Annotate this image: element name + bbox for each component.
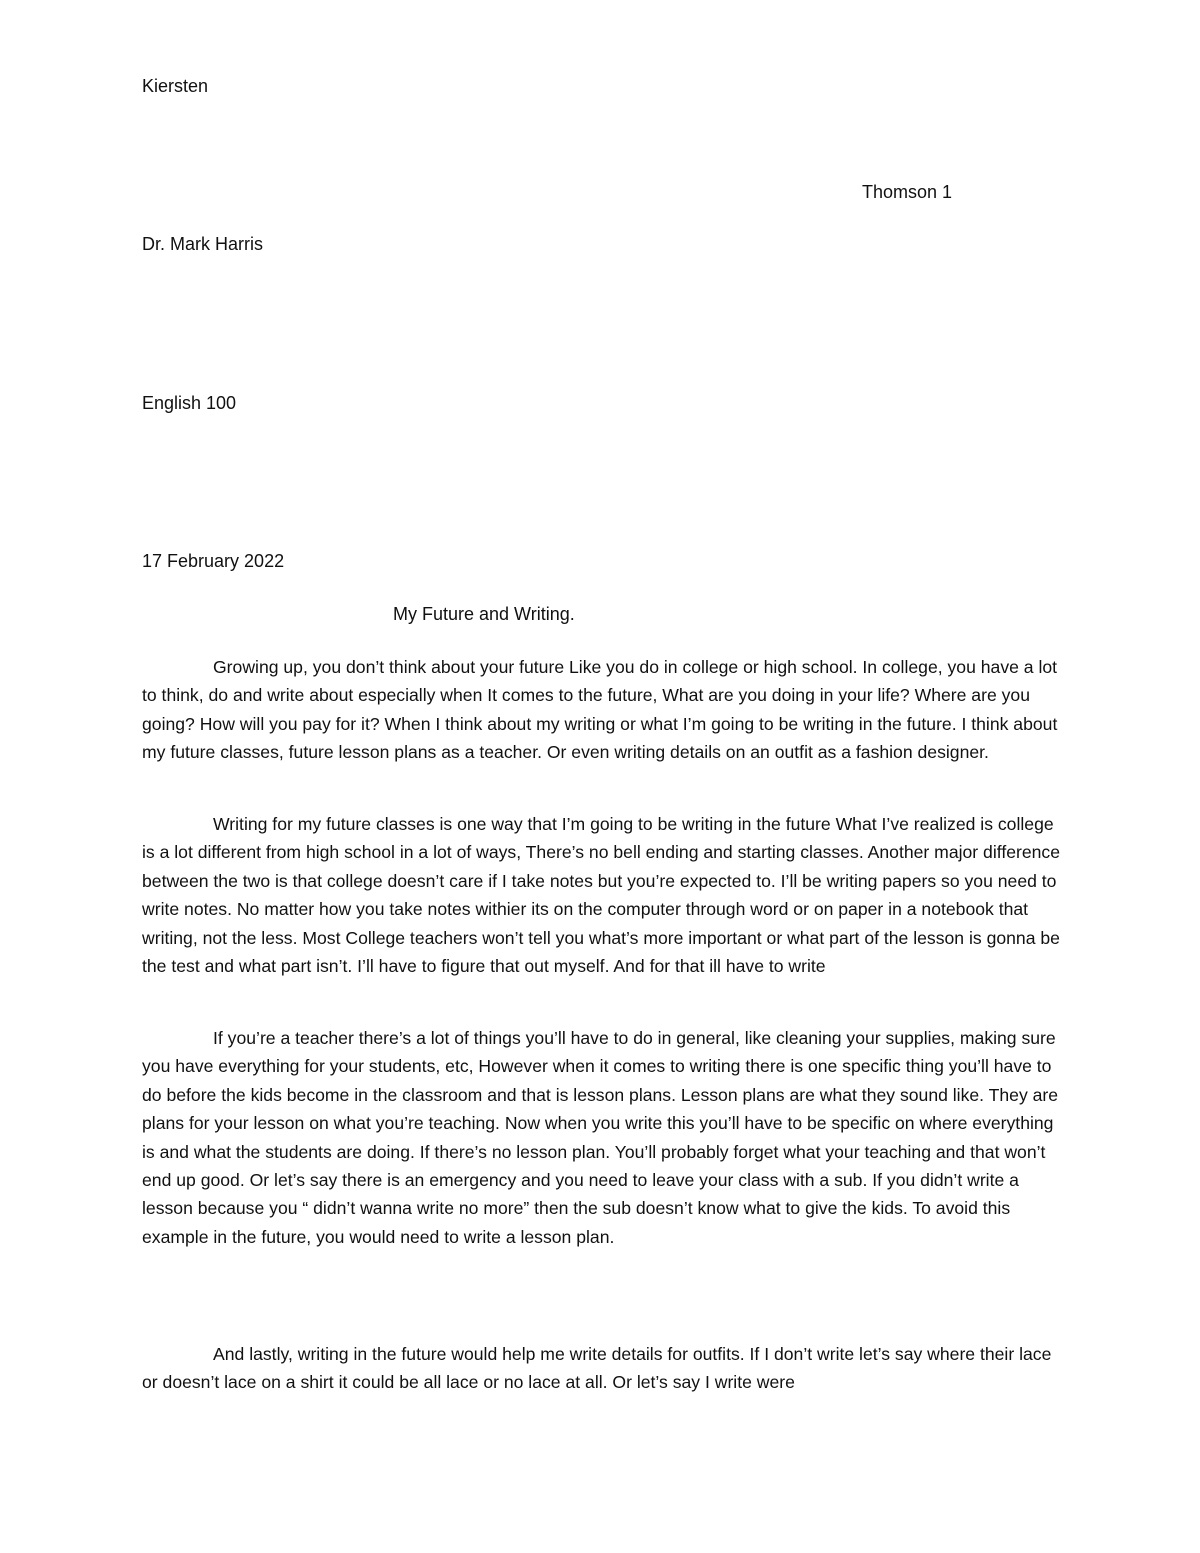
essay-paragraph-4: And lastly, writing in the future would help me write details for outfits. If I don’t write let’s say where their lace or doesn’t lace on a shirt it could be all lace or no lace at all. Or let’s say I write were	[142, 1344, 1052, 1393]
essay-paragraph-1: Growing up, you don’t think about your future Like you do in college or high school. In college, you have a lot to think, do and write about especially when It comes to the future, What are you doing in your life? Where are you going? How will you pay for it? When I think about my writing or what I’m going to be writing in the future. I think about my future classes, future lesson plans as a teacher. Or even writing details on an outfit as a fashion designer.	[142, 657, 1058, 763]
page-header: Thomson 1	[862, 182, 953, 202]
course-name: English 100	[142, 393, 237, 413]
essay-paragraph-3: If you’re a teacher there’s a lot of things you’ll have to do in general, like cleaning your supplies, making sure you have everything for your students, etc, However when it comes to writing there is one specific thing you’ll have to do before the kids become in the classroom and that is lesson plans. Lesson plans are what they sound like. They are plans for your lesson on what you’re teaching. Now when you write this you’ll have to be specific on where everything is and what the students are doing. If there’s no lesson plan. You’ll probably forget what your teaching and that won’t end up good. Or let’s say there is an emergency and you need to leave your class with a sub. If you didn’t write a lesson because you “ didn’t wanna write no more” then the sub doesn’t know what to give the kids. To avoid this example in the future, you would need to write a lesson plan.	[142, 1028, 1059, 1247]
student-first-name: Kiersten	[142, 76, 209, 96]
essay-paragraph-2: Writing for my future classes is one way that I’m going to be writing in the future What I’ve realized is college is a lot different from high school in a lot of ways, There’s no bell ending and starting classes. Another major difference between the two is that college doesn’t care if I take notes but you’re expected to. I’ll be writing papers so you need to write notes. No matter how you take notes withier its on the computer through word or on paper in a notebook that writing, not the less. Most College teachers won’t tell you what’s more important or what part of the lesson is gonna be the test and what part isn’t. I’ll have to figure that out myself. And for that ill have to write	[142, 814, 1061, 977]
instructor-name: Dr. Mark Harris	[142, 234, 263, 254]
essay-title: My Future and Writing.	[393, 604, 575, 624]
essay-date: 17 February 2022	[142, 551, 285, 571]
